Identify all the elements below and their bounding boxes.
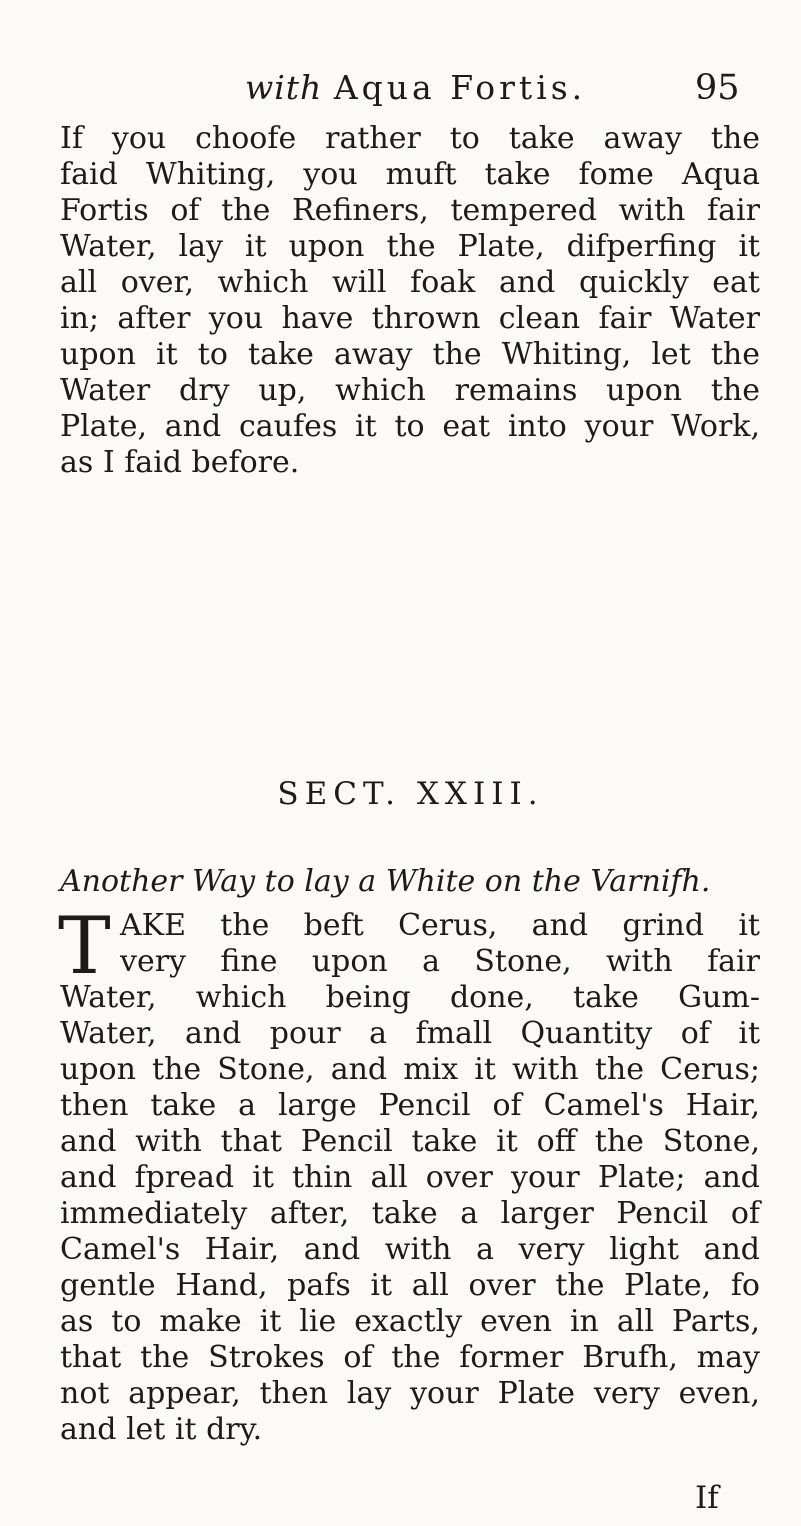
text-line: that the Strokes of the former Brufh, may <box>60 1340 760 1375</box>
text-line: not appear, then lay your Plate very even, <box>60 1376 760 1411</box>
text-line: Water, lay it upon the Plate, difperfing it <box>60 229 760 264</box>
text-line: Plate, and caufes it to eat into your Work, <box>60 409 760 444</box>
text-line: Water, which being done, take Gum- <box>60 980 760 1015</box>
catchword: If <box>695 1480 719 1516</box>
text-line: as I faid before. <box>60 445 300 480</box>
paragraph-2 <box>58 900 760 1448</box>
text-line: AKE the beft Cerus, and grind it <box>120 908 760 943</box>
text-line: all over, which will foak and quickly eat <box>60 265 760 300</box>
text-line: then take a large Pencil of Camel's Hair, <box>60 1088 760 1123</box>
running-head <box>0 68 801 108</box>
text-line: immediately after, take a larger Pencil of <box>60 1196 760 1231</box>
section-heading: SECT. XXIII. <box>277 776 544 812</box>
text-line: as to make it lie exactly even in all Parts, <box>60 1304 760 1339</box>
text-line: Camel's Hair, and with a very light and <box>60 1232 760 1267</box>
text-line: and fpread it thin all over your Plate; and <box>60 1160 760 1195</box>
section-subtitle: Another Way to lay a White on the Varnifh. <box>60 864 711 899</box>
running-head-caps: Aqua Fortis. <box>333 68 587 107</box>
running-head-italic: with <box>245 68 323 107</box>
text-line: upon the Stone, and mix it with the Cerus; <box>60 1052 760 1087</box>
text-line: faid Whiting, you muft take fome Aqua <box>60 157 760 192</box>
paragraph-1 <box>60 121 760 481</box>
text-line: upon it to take away the Whiting, let the <box>60 337 760 372</box>
text-line: gentle Hand, pafs it all over the Plate, fo <box>60 1268 760 1303</box>
text-line: Water, and pour a fmall Quantity of it <box>60 1016 760 1051</box>
text-line: and with that Pencil take it off the Stone, <box>60 1124 760 1159</box>
drop-cap: T <box>58 900 111 992</box>
text-line: If you choofe rather to take away the <box>60 121 760 156</box>
text-line: Water dry up, which remains upon the <box>60 373 760 408</box>
text-line: Fortis of the Refiners, tempered with fair <box>60 193 760 228</box>
text-line: very fine upon a Stone, with fair <box>120 944 760 979</box>
text-line: in; after you have thrown clean fair Water <box>60 301 760 336</box>
text-line: and let it dry. <box>60 1412 263 1447</box>
page-number: 95 <box>695 68 740 108</box>
running-head-title <box>245 68 586 107</box>
